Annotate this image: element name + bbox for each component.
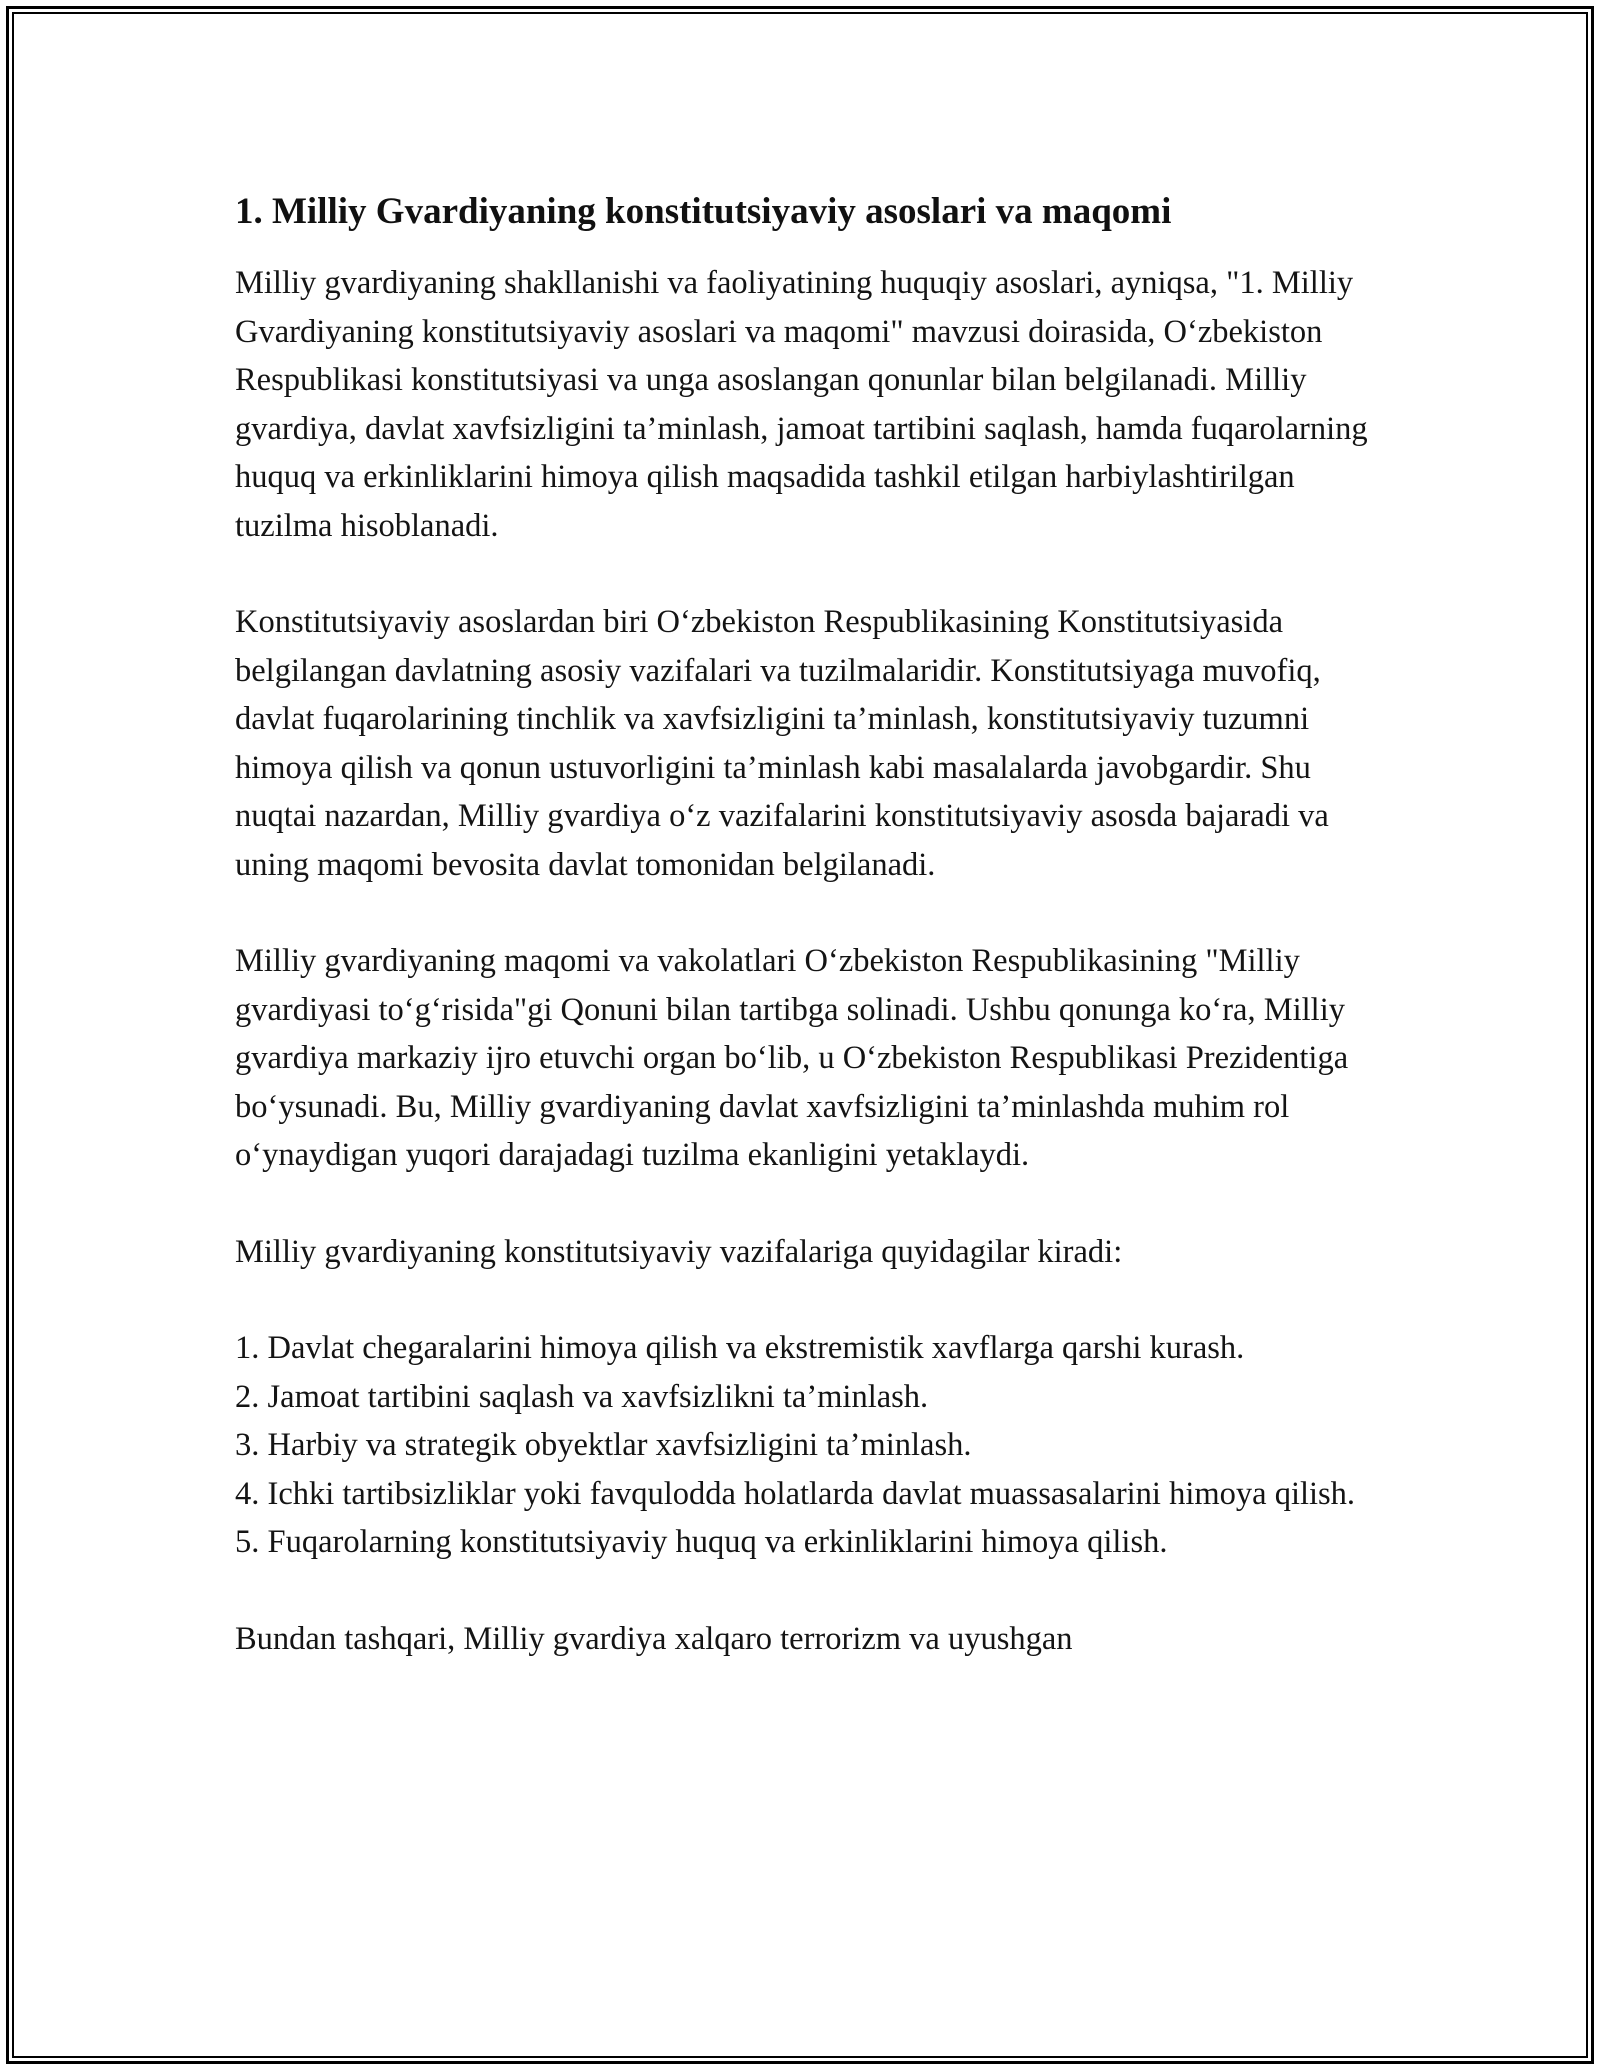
list-item: 3. Harbiy va strategik obyektlar xavfsizligini ta’minlash.: [235, 1427, 972, 1463]
tasks-list: [235, 1324, 1375, 1567]
paragraph-constitutional-basis: Konstitutsiyaviy asoslardan biri O‘zbekiston Respublikasining Konstitutsiyasida belgilangan davlatning asosiy vazifalari va tuzilmalaridir. Konstitutsiyaga muvofiq, davlat fuqarolarining tinchlik va xavfsizligini ta’minlash, konstitutsiyaviy tuzumni himoya qilish va qonun ustuvorligini ta’minlash kabi masalalarda javobgardir. Shu nuqtai nazardan, Milliy gvardiya o‘z vazifalarini konstitutsiyaviy asosda bajaradi va uning maqomi bevosita davlat tomonidan belgilanadi.: [235, 604, 1329, 883]
list-item: 1. Davlat chegaralarini himoya qilish va ekstremistik xavflarga qarshi kurash.: [235, 1330, 1245, 1366]
list-item: 5. Fuqarolarning konstitutsiyaviy huquq va erkinliklarini himoya qilish.: [235, 1524, 1168, 1560]
document-body: [235, 183, 1375, 1711]
paragraph-legal-basis: Milliy gvardiyaning shakllanishi va faoliyatining huquqiy asoslari, ayniqsa, "1. Milliy Gvardiyaning konstitutsiyaviy asoslari va maqomi" mavzusi doirasida, O‘zbekiston Respublikasi konstitutsiyasi va unga asoslangan qonunlar bilan belgilanadi. Milliy gvardiya, davlat xavfsizligini ta’minlash, jamoat tartibini saqlash, hamda fuqarolarning huquq va erkinliklarini himoya qilish maqsadida tashkil etilgan harbiylashtirilgan tuzilma hisoblanadi.: [235, 265, 1368, 544]
list-item: 2. Jamoat tartibini saqlash va xavfsizlikni ta’minlash.: [235, 1378, 929, 1415]
paragraph-tasks-intro: Milliy gvardiyaning konstitutsiyaviy vazifalariga quyidagilar kiradi:: [235, 1233, 1123, 1270]
paragraph-closing: Bundan tashqari, Milliy gvardiya xalqaro terrorizm va uyushgan: [235, 1620, 1073, 1657]
paragraph-status-powers: Milliy gvardiyaning maqomi va vakolatlari O‘zbekiston Respublikasining "Milliy gvardiyasi to‘g‘risida"gi Qonuni bilan tartibga solinadi. Ushbu qonunga ko‘ra, Milliy gvardiya markaziy ijro etuvchi organ bo‘lib, u O‘zbekiston Respublikasi Prezidentiga bo‘ysunadi. Bu, Milliy gvardiyaning davlat xavfsizligini ta’minlashda muhim rol o‘ynaydigan yuqori darajadagi tuzilma ekanligini yetaklaydi.: [235, 943, 1349, 1173]
list-item: 4. Ichki tartibsizliklar yoki favqulodda holatlarda davlat muassasalarini himoya qilish.: [235, 1475, 1356, 1512]
section-heading: 1. Milliy Gvardiyaning konstitutsiyaviy asoslari va maqomi: [235, 191, 1172, 232]
